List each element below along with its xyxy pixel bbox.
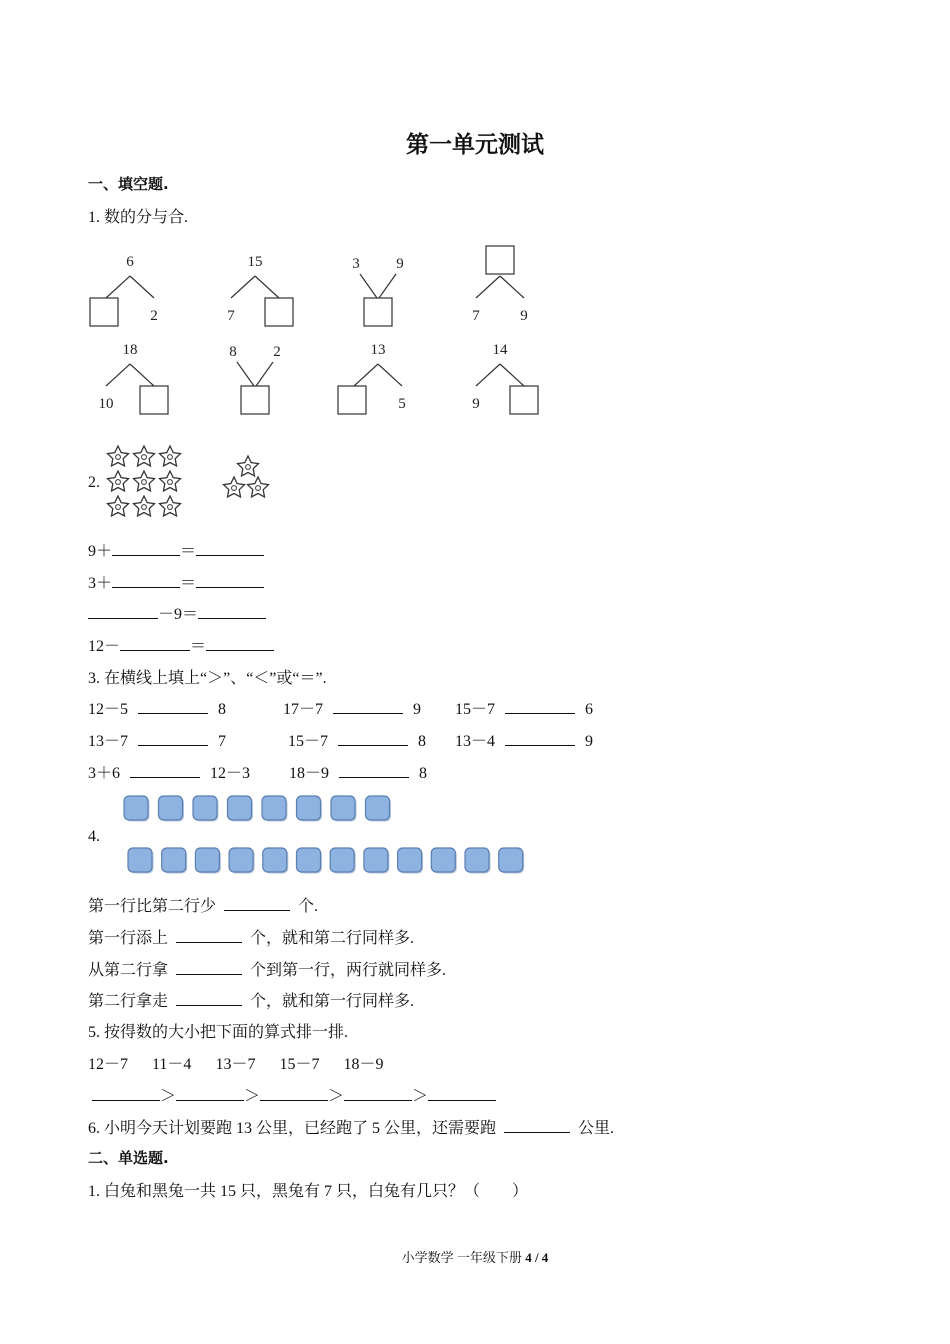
q4-line-2 [88, 925, 414, 948]
q4-line-1 [88, 893, 318, 916]
answer-blank[interactable] [333, 697, 403, 714]
answer-box[interactable] [364, 298, 392, 326]
q5-expr: 12－7 [88, 1056, 129, 1073]
answer-blank[interactable] [428, 1084, 496, 1101]
answer-box[interactable] [338, 386, 366, 414]
answer-box[interactable] [90, 298, 118, 326]
q3-label: 3. 在横线上填上“＞”、“＜”或“＝”. [88, 670, 327, 687]
square-block [162, 848, 186, 872]
answer-blank[interactable] [138, 729, 208, 746]
comparison-left: 3＋6 [88, 765, 121, 782]
bond-number: 14 [492, 342, 508, 358]
bond-number: 8 [229, 344, 237, 360]
star-icon [248, 477, 269, 497]
number-bond-tree [99, 342, 169, 414]
square-rows [110, 790, 550, 880]
q6-suffix: 公里. [578, 1120, 615, 1137]
bond-number: 18 [122, 342, 138, 358]
q2-eq4-pre: 12－ [88, 638, 121, 655]
bond-line [500, 364, 524, 386]
bond-number: 2 [273, 344, 281, 360]
gt-sign: ＞ [412, 1088, 429, 1105]
q2-eq2-mid: ＝ [180, 575, 197, 592]
bond-number: 9 [520, 308, 528, 324]
bond-number: 6 [126, 254, 134, 270]
square-block [262, 796, 286, 820]
comparison-right: 8 [218, 701, 227, 718]
bond-line [231, 276, 255, 298]
star-icon [224, 477, 245, 497]
q4-line2-text: 第一行添上 [88, 930, 169, 947]
bond-number: 15 [247, 254, 263, 270]
number-bond-tree [338, 342, 406, 414]
square-block [331, 796, 355, 820]
answer-blank[interactable] [505, 729, 575, 746]
answer-blank[interactable] [196, 571, 264, 588]
bond-number: 7 [472, 308, 480, 324]
q2-equation-3 [88, 601, 266, 624]
q5-label: 5. 按得数的大小把下面的算式排一排. [88, 1024, 349, 1041]
q5-expr: 13－7 [215, 1056, 256, 1073]
comparison-item [288, 728, 426, 751]
q4-line4-text: 第二行拿走 [88, 993, 169, 1010]
comparison-item [88, 760, 250, 783]
square-block [229, 848, 253, 872]
bond-line [500, 276, 524, 298]
page-title: 第一单元测试 [406, 132, 544, 158]
section-heading-fill-blank: 一、填空题. [88, 175, 169, 193]
star-icon [160, 471, 181, 491]
star-icon [108, 496, 129, 516]
q4-line2-suffix: 个，就和第二行同样多. [250, 930, 415, 947]
gt-sign: ＞ [160, 1088, 177, 1105]
bond-number: 5 [398, 396, 406, 412]
mc1-question: 1. 白兔和黑兔一共 15 只，黑兔有 7 只，白兔有几只？（ ） [88, 1183, 529, 1200]
square-block [263, 848, 287, 872]
q4-line1-suffix: 个. [298, 898, 319, 915]
q4-line-3 [88, 957, 446, 980]
comparison-right: 8 [419, 765, 428, 782]
square-block [228, 796, 252, 820]
bond-line [360, 274, 377, 298]
comparison-right: 12－3 [210, 765, 251, 782]
answer-blank[interactable] [92, 1084, 160, 1101]
page-footer [0, 1247, 950, 1266]
bond-line [476, 364, 500, 386]
bond-line [378, 364, 402, 386]
comparison-item [455, 728, 593, 751]
comparison-item [88, 728, 226, 751]
answer-blank[interactable] [260, 1084, 328, 1101]
square-block [128, 848, 152, 872]
q5-expr: 18－9 [343, 1056, 384, 1073]
answer-blank[interactable] [339, 761, 409, 778]
answer-blank[interactable] [176, 1084, 244, 1101]
square-block [431, 848, 455, 872]
comparison-left: 17－7 [283, 701, 324, 718]
q2-label: 2. [88, 474, 100, 491]
star-icon [238, 456, 259, 476]
q2-eq1-mid: ＝ [180, 543, 197, 560]
square-block [193, 796, 217, 820]
square-block [159, 796, 183, 820]
q6-question [88, 1115, 614, 1138]
answer-blank[interactable] [112, 539, 180, 556]
footer-text: 小学数学 一年级下册 [401, 1250, 526, 1265]
bond-number: 10 [98, 396, 114, 412]
answer-blank[interactable] [130, 761, 200, 778]
answer-box[interactable] [486, 246, 514, 274]
bond-line [256, 362, 273, 386]
comparison-item [88, 696, 226, 719]
comparison-left: 13－4 [455, 733, 496, 750]
q4-line3-text: 从第二行拿 [88, 962, 169, 979]
comparison-right: 7 [218, 733, 227, 750]
q4-label: 4. [88, 828, 100, 845]
comparison-right: 9 [585, 733, 594, 750]
square-block [398, 848, 422, 872]
page-number: 4 / 4 [525, 1250, 549, 1265]
bond-line [476, 276, 500, 298]
star-icon [108, 471, 129, 491]
answer-blank[interactable] [338, 729, 408, 746]
comparison-left: 18－9 [289, 765, 330, 782]
bond-number: 9 [396, 256, 404, 272]
square-block [195, 848, 219, 872]
number-bond-tree [352, 256, 404, 326]
answer-box[interactable] [265, 298, 293, 326]
answer-blank[interactable] [206, 634, 274, 651]
q4-line-4 [88, 988, 414, 1011]
square-block [297, 848, 321, 872]
q5-expr: 15－7 [279, 1056, 320, 1073]
square-block [499, 848, 523, 872]
square-block [297, 796, 321, 820]
number-bond-tree [227, 254, 293, 326]
comparison-item [455, 696, 593, 719]
number-bond-tree [90, 254, 158, 326]
star-icon [134, 446, 155, 466]
comparison-left: 12－5 [88, 701, 129, 718]
star-icon [134, 471, 155, 491]
answer-blank[interactable] [196, 539, 264, 556]
q5-expressions [88, 1051, 383, 1074]
answer-blank[interactable] [344, 1084, 412, 1101]
comparison-right: 6 [585, 701, 594, 718]
star-icon [160, 446, 181, 466]
answer-blank[interactable] [88, 602, 158, 619]
square-block [364, 848, 388, 872]
answer-blank[interactable] [504, 1116, 570, 1133]
square-block [366, 796, 390, 820]
answer-box[interactable] [140, 386, 168, 414]
bond-number: 7 [227, 308, 235, 324]
q2-equation-4 [88, 633, 274, 656]
comparison-item [289, 760, 427, 783]
number-bond-tree [472, 246, 528, 324]
q2-eq2-pre: 3＋ [88, 575, 113, 592]
star-icon [108, 446, 129, 466]
q2-eq3-mid: －9＝ [158, 606, 199, 623]
answer-blank[interactable] [176, 958, 242, 975]
star-icon [134, 496, 155, 516]
answer-box[interactable] [241, 386, 269, 414]
bond-line [379, 274, 396, 298]
q2-equation-2 [88, 570, 264, 593]
q2-eq1-pre: 9＋ [88, 543, 113, 560]
comparison-left: 13－7 [88, 733, 129, 750]
bond-number: 9 [472, 396, 480, 412]
gt-sign: ＞ [244, 1088, 261, 1105]
answer-blank[interactable] [176, 926, 242, 943]
answer-blank[interactable] [224, 894, 290, 911]
answer-blank[interactable] [112, 571, 180, 588]
bond-line [237, 362, 254, 386]
answer-box[interactable] [510, 386, 538, 414]
q5-expr: 11－4 [152, 1056, 192, 1073]
bond-line [354, 364, 378, 386]
comparison-right: 9 [413, 701, 422, 718]
q4-line1-text: 第一行比第二行少 [88, 898, 217, 915]
bond-line [255, 276, 279, 298]
comparison-item [283, 696, 421, 719]
bond-line [106, 364, 130, 386]
q4-line3-suffix: 个到第一行，两行就同样多. [250, 962, 447, 979]
answer-blank[interactable] [120, 634, 190, 651]
comparison-right: 8 [418, 733, 427, 750]
bond-number: 2 [150, 308, 158, 324]
q2-equation-1 [88, 538, 264, 561]
q6-text: 6. 小明今天计划要跑 13 公里，已经跑了 5 公里，还需要跑 [88, 1120, 497, 1137]
q2-eq4-mid: ＝ [190, 638, 207, 655]
bond-line [106, 276, 130, 298]
answer-blank[interactable] [176, 989, 242, 1006]
comparison-left: 15－7 [288, 733, 329, 750]
gt-sign: ＞ [328, 1088, 345, 1105]
star-groups [100, 440, 300, 525]
square-block [465, 848, 489, 872]
q5-ordering-blanks [92, 1083, 496, 1106]
star-icon [160, 496, 181, 516]
q4-line4-suffix: 个，就和第一行同样多. [250, 993, 415, 1010]
number-bond-tree [229, 344, 281, 414]
number-bond-tree [472, 342, 538, 414]
bond-number: 3 [352, 256, 360, 272]
square-block [124, 796, 148, 820]
comparison-left: 15－7 [455, 701, 496, 718]
square-block [330, 848, 354, 872]
bond-line [130, 364, 154, 386]
section-heading-single-choice: 二、单选题. [88, 1149, 169, 1167]
answer-blank[interactable] [138, 697, 208, 714]
bond-line [130, 276, 154, 298]
number-bond-diagrams [0, 240, 600, 420]
bond-number: 13 [370, 342, 386, 358]
answer-blank[interactable] [198, 602, 266, 619]
answer-blank[interactable] [505, 697, 575, 714]
q1-label: 1. 数的分与合. [88, 209, 189, 226]
